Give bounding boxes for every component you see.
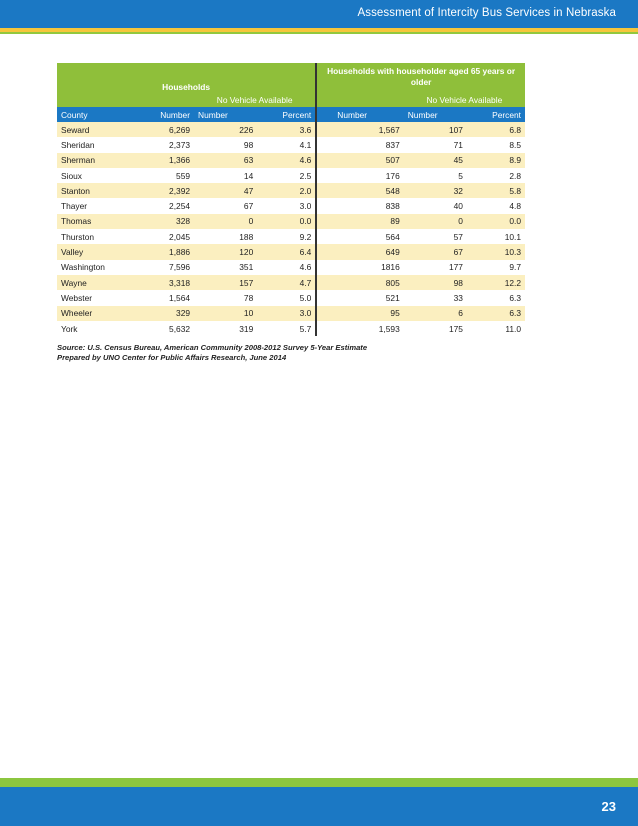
table-row xyxy=(57,260,525,275)
table-row xyxy=(57,275,525,290)
column-header: County xyxy=(57,107,124,122)
table-row xyxy=(57,214,525,229)
county-cell: Stanton xyxy=(57,183,124,198)
value-cell: 8.9 xyxy=(467,153,525,168)
value-cell: 1,567 xyxy=(316,122,403,137)
value-cell: 176 xyxy=(316,168,403,183)
value-cell: 33 xyxy=(453,292,463,303)
value-cell: 6 xyxy=(404,306,467,321)
value-cell: 7,596 xyxy=(169,262,191,273)
value-cell: 157 xyxy=(194,275,257,290)
value-cell: 1,886 xyxy=(124,244,194,259)
value-cell: 6.3 xyxy=(509,292,521,303)
table-row xyxy=(57,290,525,305)
value-cell: 98 xyxy=(404,275,467,290)
column-header: Percent xyxy=(467,107,525,122)
value-cell: 837 xyxy=(316,137,403,152)
table-row xyxy=(57,168,525,183)
value-cell: 5 xyxy=(458,170,463,181)
value-cell: 12.2 xyxy=(467,275,525,290)
value-cell: 1,593 xyxy=(316,321,403,336)
value-cell: 78 xyxy=(243,292,254,303)
header-row-subgroups xyxy=(57,92,525,107)
value-cell: 226 xyxy=(194,122,257,137)
county-cell: Thomas xyxy=(57,214,124,229)
value-cell: 2.8 xyxy=(509,170,521,181)
table-row xyxy=(57,306,525,321)
column-header: Percent xyxy=(257,107,316,122)
value-cell: 63 xyxy=(194,153,257,168)
value-cell: 649 xyxy=(316,244,403,259)
value-cell: 57 xyxy=(453,231,463,242)
subgroup-no-vehicle-2: No Vehicle Available xyxy=(404,92,525,107)
value-cell: 559 xyxy=(176,170,191,181)
value-cell: 14 xyxy=(243,170,254,181)
value-cell: 548 xyxy=(316,183,403,198)
value-cell: 5,632 xyxy=(169,323,191,334)
value-cell: 3.0 xyxy=(299,201,312,212)
value-cell: 3,318 xyxy=(124,275,194,290)
header-stripe-green xyxy=(0,32,638,34)
value-cell: 6.8 xyxy=(467,122,525,137)
value-cell: 319 xyxy=(239,323,254,334)
table-row xyxy=(57,183,525,198)
county-cell: Thayer xyxy=(61,201,88,212)
source-note xyxy=(57,343,367,363)
value-cell: 6.3 xyxy=(467,306,525,321)
value-cell: 564 xyxy=(316,229,403,244)
value-cell: 4.6 xyxy=(257,153,316,168)
header-row-columns xyxy=(57,107,525,122)
value-cell: 3.6 xyxy=(257,122,316,137)
footer-stripe-green xyxy=(0,778,638,787)
value-cell: 40 xyxy=(453,201,463,212)
county-cell: Wayne xyxy=(57,275,124,290)
value-cell: 329 xyxy=(124,306,194,321)
column-header: Number xyxy=(404,107,467,122)
value-cell: 521 xyxy=(316,290,403,305)
value-cell: 1,366 xyxy=(124,153,194,168)
value-cell: 9.2 xyxy=(299,231,312,242)
county-cell: Valley xyxy=(57,244,124,259)
value-cell: 0.0 xyxy=(257,214,316,229)
value-cell: 9.7 xyxy=(509,262,521,273)
value-cell: 805 xyxy=(316,275,403,290)
value-cell: 0.0 xyxy=(467,214,525,229)
table-row xyxy=(57,321,525,336)
value-cell: 32 xyxy=(404,183,467,198)
value-cell: 67 xyxy=(243,201,254,212)
county-cell: Webster xyxy=(61,292,93,303)
value-cell: 5.7 xyxy=(299,323,312,334)
value-cell: 1816 xyxy=(316,260,403,275)
column-header: Number xyxy=(194,107,257,122)
value-cell: 1,564 xyxy=(169,292,191,303)
table-row xyxy=(57,122,525,137)
source-line: Source: U.S. Census Bureau, American Community 2008-2012 Survey 5-Year Estimate xyxy=(57,343,368,352)
table-row xyxy=(57,198,525,213)
value-cell: 95 xyxy=(316,306,403,321)
value-cell: 107 xyxy=(404,122,467,137)
value-cell: 6.4 xyxy=(257,244,316,259)
county-cell: Sheridan xyxy=(61,139,95,150)
county-cell: Thurston xyxy=(61,231,95,242)
value-cell: 47 xyxy=(194,183,257,198)
county-cell: Sherman xyxy=(57,153,124,168)
value-cell: 45 xyxy=(404,153,467,168)
page-footer-bar xyxy=(0,787,638,826)
value-cell: 175 xyxy=(448,323,463,334)
value-cell: 120 xyxy=(194,244,257,259)
value-cell: 10.3 xyxy=(467,244,525,259)
value-cell: 177 xyxy=(448,262,463,273)
value-cell: 2,373 xyxy=(169,139,191,150)
value-cell: 2,045 xyxy=(169,231,191,242)
group-header-householder-65: Households with householder aged 65 years or older xyxy=(316,63,525,92)
table-row xyxy=(57,229,525,244)
value-cell: 2.5 xyxy=(299,170,312,181)
vehicle-availability-table xyxy=(57,63,525,336)
value-cell: 0 xyxy=(194,214,257,229)
value-cell: 11.0 xyxy=(505,323,521,334)
value-cell: 98 xyxy=(243,139,254,150)
value-cell: 4.1 xyxy=(299,139,312,150)
value-cell: 5.0 xyxy=(299,292,312,303)
subgroup-no-vehicle-1: No Vehicle Available xyxy=(194,92,316,107)
page-header-bar xyxy=(0,0,638,28)
county-cell: Wheeler xyxy=(57,306,124,321)
value-cell: 5.8 xyxy=(467,183,525,198)
value-cell: 6,269 xyxy=(124,122,194,137)
group-header-households: Households xyxy=(57,63,316,92)
county-cell: York xyxy=(61,323,78,334)
county-cell: Washington xyxy=(61,262,105,273)
value-cell: 351 xyxy=(239,262,254,273)
value-cell: 8.5 xyxy=(509,139,521,150)
value-cell: 4.8 xyxy=(509,201,521,212)
table-row xyxy=(57,244,525,259)
value-cell: 10 xyxy=(194,306,257,321)
value-cell: 89 xyxy=(316,214,403,229)
value-cell: 10.1 xyxy=(504,231,521,242)
value-cell: 4.6 xyxy=(299,262,312,273)
value-cell: 2,254 xyxy=(169,201,191,212)
page-number: 23 xyxy=(601,799,616,814)
header-row-groups xyxy=(57,63,525,92)
value-cell: 328 xyxy=(124,214,194,229)
value-cell: 2.0 xyxy=(257,183,316,198)
value-cell: 188 xyxy=(239,231,254,242)
value-cell: 2,392 xyxy=(124,183,194,198)
prepared-by-line: Prepared by UNO Center for Public Affairs Research, June 2014 xyxy=(57,353,287,362)
column-header: Number xyxy=(124,107,194,122)
value-cell: 71 xyxy=(453,139,463,150)
value-cell: 4.7 xyxy=(257,275,316,290)
table-row xyxy=(57,153,525,168)
value-cell: 67 xyxy=(404,244,467,259)
county-cell: Sioux xyxy=(61,170,82,181)
column-header: Number xyxy=(316,107,403,122)
value-cell: 0 xyxy=(404,214,467,229)
county-cell: Seward xyxy=(57,122,124,137)
value-cell: 3.0 xyxy=(257,306,316,321)
table-row xyxy=(57,137,525,152)
document-title: Assessment of Intercity Bus Services in Nebraska xyxy=(357,7,616,19)
value-cell: 507 xyxy=(316,153,403,168)
value-cell: 838 xyxy=(316,198,403,213)
